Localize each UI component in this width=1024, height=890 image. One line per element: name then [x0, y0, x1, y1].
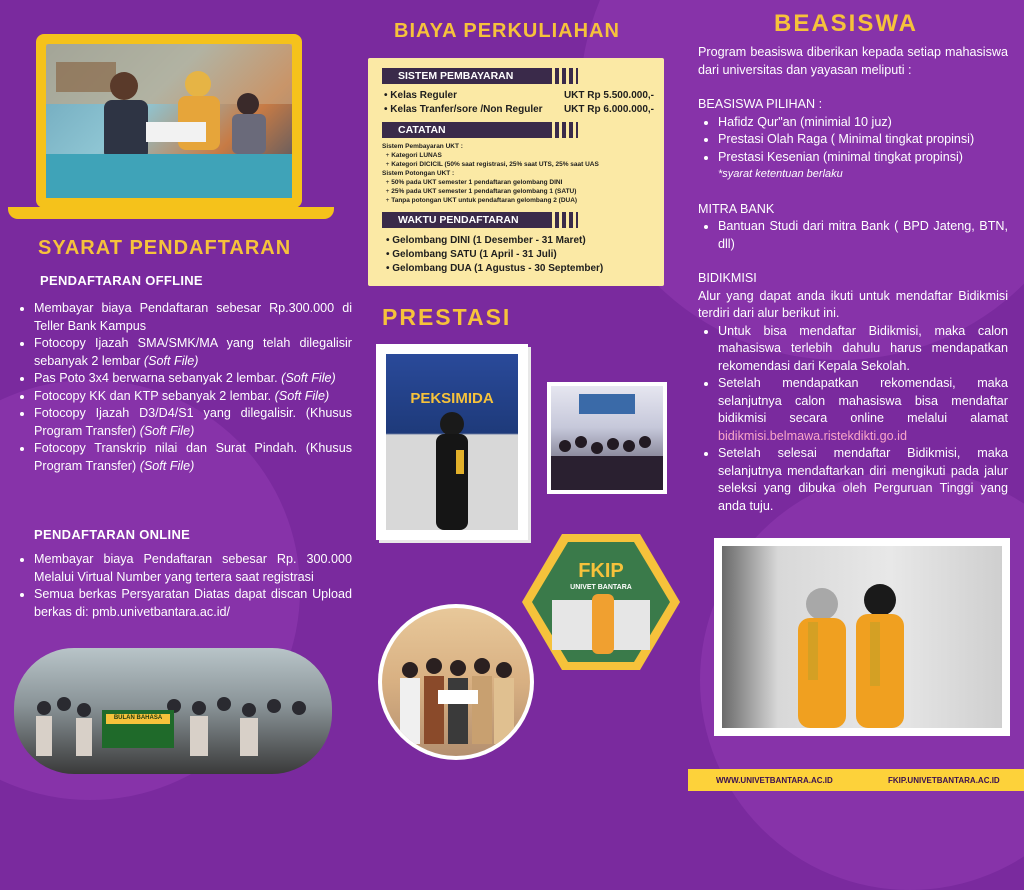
biaya-title: BIAYA PERKULIAHAN — [394, 20, 620, 42]
award-circle-photo — [378, 604, 534, 760]
beasiswa-title: BEASISWA — [774, 10, 919, 37]
mitra-item: • Bantuan Studi dari mitra Bank ( BPD Jateng, BTN, dll) — [718, 218, 1008, 253]
banner-text: BULAN BAHASA — [113, 715, 163, 721]
bidik-item: • Setelah mendapatkan rekomendasi, maka selanjutnya calon mahasiswa bisa mendaftar bidikmisi secara online melalui alamat bidikmisi.belmawa.ristekdikti.go.id — [718, 375, 1008, 445]
beasiswa-content — [698, 44, 1008, 515]
bidikmisi-link[interactable]: bidikmisi.belmawa.ristekdikti.go.id — [718, 428, 907, 443]
offline-item: • Fotocopy Transkrip nilai dan Surat Pindah. (Khusus Program Transfer) (Soft File) — [34, 440, 352, 475]
pilihan-list — [698, 114, 1008, 167]
bidik-list — [698, 323, 1008, 516]
bidik-title: BIDIKMISI — [698, 271, 757, 285]
waktu-header: WAKTU PENDAFTARAN — [382, 212, 548, 228]
fee-card — [368, 58, 664, 286]
online-item: • Membayar biaya Pendaftaran sebesar Rp. 300.000 Melalui Virtual Number yang tertera saat registrasi — [34, 551, 352, 586]
fkip-sub: UNIVET BANTARA — [570, 584, 632, 591]
students-reading-photo — [46, 44, 292, 198]
footer-bar — [688, 769, 1024, 791]
catatan-text: Sistem Pembayaran UKT : + Kategori LUNAS + Kategori DICICIL (50% saat registrasi, 25% saat UTS, 25% saat UAS Sistem Potongan UKT : + 50% pada UKT semester 1 pendaftaran gelombang DINI + 25% pada UKT semester 1 pendaftaran gelombang 1 (SATU) + Tanpa potongan UKT untuk pendaftaran gelombang 2 (DUA) — [382, 143, 599, 204]
footer-url-right[interactable]: FKIP.UNIVETBANTARA.AC.ID — [888, 776, 1000, 785]
online-title: PENDAFTARAN ONLINE — [34, 527, 191, 542]
offline-item: • Fotocopy Ijazah D3/D4/S1 yang dilegalisir. (Khusus Program Transfer) (Soft File) — [34, 405, 352, 440]
fkip-hex-photo — [522, 534, 680, 670]
offline-item: • Membayar biaya Pendaftaran sebesar Rp.300.000 di Teller Bank Kampus — [34, 300, 352, 335]
bidik-item: • Untuk bisa mendaftar Bidikmisi, maka calon mahasiswa terlebih dahulu harus mendapatkan rekomendasi dari Kepala Sekolah. — [718, 323, 1008, 376]
sistem-header: SISTEM PEMBAYARAN — [382, 68, 548, 84]
gelombang-list: • Gelombang DINI (1 Desember - 31 Maret) • Gelombang SATU (1 April - 31 Juli) • Gelombang DUA (1 Agustus - 30 September) — [386, 235, 604, 274]
offline-item: • Fotocopy KK dan KTP sebanyak 2 lembar. (Soft File) — [34, 388, 352, 406]
pilihan-item: • Hafidz Qur"an (minimial 10 juz) — [718, 114, 1008, 132]
offline-list — [16, 300, 352, 475]
fkip-text: FKIP — [578, 560, 624, 582]
trophy-photo — [714, 538, 1010, 736]
catatan-header: CATATAN — [382, 122, 548, 138]
pilihan-note: *syarat ketentuan berlaku — [718, 168, 843, 180]
prestasi-title: PRESTASI — [382, 304, 512, 330]
pilihan-item: • Prestasi Kesenian (minimal tingkat propinsi) — [718, 149, 1008, 167]
mitra-title: MITRA BANK — [698, 201, 775, 216]
peksimida-photo — [376, 344, 528, 540]
kelas-row: • Kelas Reguler UKT Rp 5.500.000,- — [384, 90, 654, 101]
offline-item: • Fotocopy Ijazah SMA/SMK/MA yang telah dilegalisir sebanyak 2 lembar (Soft File) — [34, 335, 352, 370]
group-photo — [14, 648, 332, 774]
bidik-item: • Setelah selesai mendaftar Bidikmisi, maka selanjutnya mendaftarkan diri mengikuti pada jalur seleksi yang dibuka oleh Perguruan Tinggi yang anda tuju. — [718, 445, 1008, 515]
footer-url-left[interactable]: WWW.UNIVETBANTARA.AC.ID — [716, 776, 833, 785]
kelas-row: • Kelas Tranfer/sore /Non Reguler UKT Rp 6.000.000,- — [384, 104, 654, 115]
syarat-title: SYARAT PENDAFTARAN — [38, 237, 292, 259]
online-item: • Semua berkas Persyaratan Diatas dapat discan Upload berkas di: pmb.univetbantara.ac.id/ — [34, 586, 352, 621]
pilihan-title: BEASISWA PILIHAN : — [698, 97, 823, 111]
group-event-photo — [547, 382, 667, 494]
beasiswa-intro: Program beasiswa diberikan kepada setiap mahasiswa dari universitas dan yayasan meliputi : — [698, 45, 1008, 77]
pilihan-item: • Prestasi Olah Raga ( Minimal tingkat propinsi) — [718, 131, 1008, 149]
poster-text: PEKSIMIDA — [410, 390, 494, 407]
bidik-intro: Alur yang dapat anda ikuti untuk mendaftar Bidikmisi terdiri dari alur berikut ini. — [698, 288, 1008, 320]
offline-title: PENDAFTARAN OFFLINE — [40, 273, 203, 288]
online-list — [16, 551, 352, 621]
mitra-list — [698, 218, 1008, 253]
offline-item: • Pas Poto 3x4 berwarna sebanyak 2 lembar. (Soft File) — [34, 370, 352, 388]
